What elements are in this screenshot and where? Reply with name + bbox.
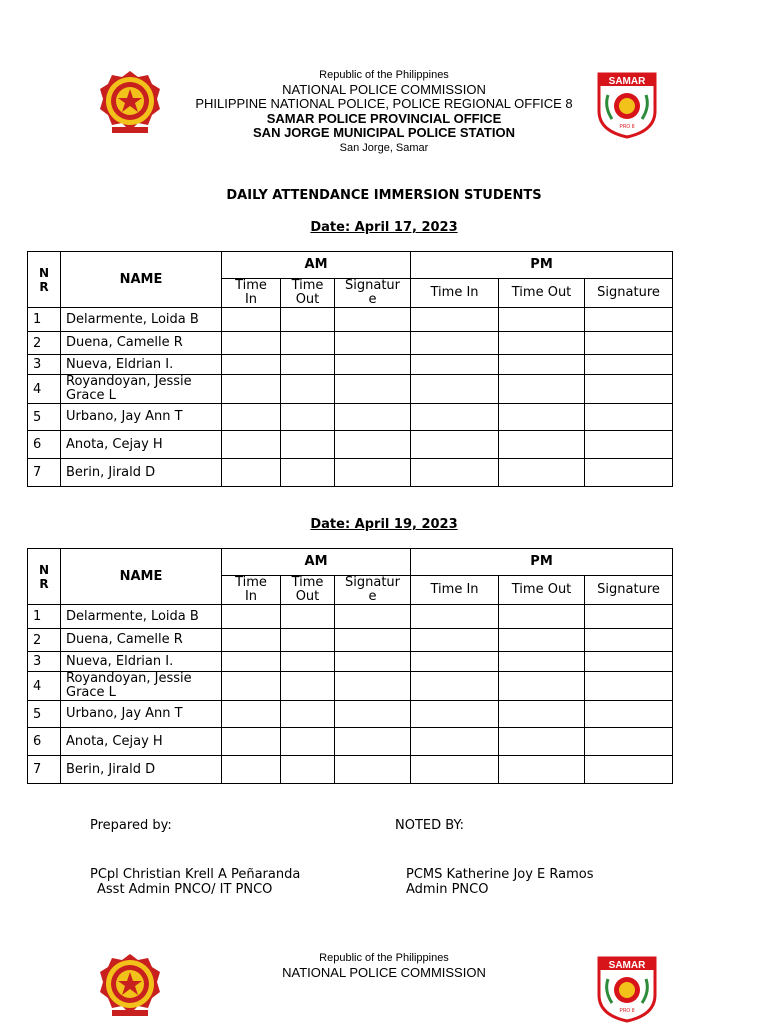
am-signature-header: Signatur e <box>335 576 411 605</box>
name-header: NAME <box>61 549 222 605</box>
am-signature-cell[interactable] <box>335 375 411 404</box>
prepared-by-name: PCpl Christian Krell A Peñaranda <box>90 867 301 882</box>
am-signature-cell[interactable] <box>335 605 411 629</box>
session-date: Date: April 17, 2023 <box>310 220 458 235</box>
row-number: 4 <box>28 672 61 701</box>
pm-time-in-cell[interactable] <box>411 756 499 784</box>
am-time-in-cell[interactable] <box>222 652 281 672</box>
am-time-out-cell[interactable] <box>281 605 335 629</box>
am-time-in-cell[interactable] <box>222 404 281 431</box>
pm-signature-cell[interactable] <box>585 431 673 459</box>
student-name: Urbano, Jay Ann T <box>61 404 222 431</box>
table-row <box>28 355 673 375</box>
pm-time-in-cell[interactable] <box>411 404 499 431</box>
pm-time-out-cell[interactable] <box>499 355 585 375</box>
am-time-out-header: Time Out <box>281 576 335 605</box>
table-row <box>28 701 673 728</box>
nr-header: N R <box>28 549 61 605</box>
am-time-out-cell[interactable] <box>281 375 335 404</box>
student-name: Nueva, Eldrian I. <box>61 652 222 672</box>
samar-logo-text: SAMAR <box>608 960 646 971</box>
row-number: 3 <box>28 355 61 375</box>
am-time-in-cell[interactable] <box>222 308 281 332</box>
am-time-in-cell[interactable] <box>222 431 281 459</box>
am-signature-cell[interactable] <box>335 756 411 784</box>
am-time-in-cell[interactable] <box>222 355 281 375</box>
provincial-office-line: SAMAR POLICE PROVINCIAL OFFICE <box>266 110 502 126</box>
pm-signature-cell[interactable] <box>585 629 673 652</box>
student-name: Duena, Camelle R <box>61 332 222 355</box>
student-name: Royandoyan, Jessie Grace L <box>61 672 222 701</box>
am-signature-cell[interactable] <box>335 459 411 487</box>
table-row <box>28 404 673 431</box>
row-number: 7 <box>28 459 61 487</box>
letterhead <box>150 68 618 155</box>
student-name: Delarmente, Loida B <box>61 605 222 629</box>
pm-time-out-cell[interactable] <box>499 652 585 672</box>
pm-time-in-cell[interactable] <box>411 459 499 487</box>
pm-time-in-cell[interactable] <box>411 605 499 629</box>
table-row <box>28 332 673 355</box>
pm-time-in-cell[interactable] <box>411 308 499 332</box>
am-time-in-header: Time In <box>222 576 281 605</box>
table-row <box>28 459 673 487</box>
pm-time-in-header: Time In <box>411 279 499 308</box>
napolcom-line: NATIONAL POLICE COMMISSION <box>282 964 486 980</box>
row-number: 2 <box>28 629 61 652</box>
am-signature-cell[interactable] <box>335 431 411 459</box>
student-name: Duena, Camelle R <box>61 629 222 652</box>
pm-signature-cell[interactable] <box>585 308 673 332</box>
pm-signature-cell[interactable] <box>585 672 673 701</box>
am-time-in-header: Time In <box>222 279 281 308</box>
row-number: 7 <box>28 756 61 784</box>
am-signature-header: Signatur e <box>335 279 411 308</box>
pm-time-out-cell[interactable] <box>499 672 585 701</box>
row-number: 1 <box>28 605 61 629</box>
am-time-out-cell[interactable] <box>281 652 335 672</box>
pm-signature-cell[interactable] <box>585 652 673 672</box>
pm-time-out-cell[interactable] <box>499 375 585 404</box>
am-header: AM <box>222 252 411 279</box>
am-time-in-cell[interactable] <box>222 459 281 487</box>
am-time-in-cell[interactable] <box>222 756 281 784</box>
am-time-out-cell[interactable] <box>281 701 335 728</box>
student-name: Nueva, Eldrian I. <box>61 355 222 375</box>
am-signature-cell[interactable] <box>335 672 411 701</box>
attendance-table <box>27 251 673 487</box>
samar-shield-logo <box>596 71 658 139</box>
pm-time-out-cell[interactable] <box>499 728 585 756</box>
republic-line: Republic of the Philippines <box>319 952 449 964</box>
am-time-out-cell[interactable] <box>281 332 335 355</box>
pm-time-in-cell[interactable] <box>411 629 499 652</box>
am-time-in-cell[interactable] <box>222 375 281 404</box>
samar-logo-text: SAMAR <box>608 76 646 87</box>
am-time-in-cell[interactable] <box>222 629 281 652</box>
samar-logo-subtext: PRO 8 <box>619 1008 635 1014</box>
am-time-out-cell[interactable] <box>281 728 335 756</box>
samar-logo-subtext: PRO 8 <box>619 124 635 130</box>
am-time-in-cell[interactable] <box>222 332 281 355</box>
pm-signature-cell[interactable] <box>585 701 673 728</box>
table-row <box>28 756 673 784</box>
pm-signature-cell[interactable] <box>585 605 673 629</box>
row-number: 6 <box>28 431 61 459</box>
row-number: 5 <box>28 404 61 431</box>
pm-time-out-cell[interactable] <box>499 459 585 487</box>
student-name: Anota, Cejay H <box>61 728 222 756</box>
row-number: 1 <box>28 308 61 332</box>
pm-time-in-cell[interactable] <box>411 728 499 756</box>
student-name: Berin, Jirald D <box>61 756 222 784</box>
student-name: Anota, Cejay H <box>61 431 222 459</box>
pm-signature-header: Signature <box>585 279 673 308</box>
am-signature-cell[interactable] <box>335 629 411 652</box>
am-time-out-cell[interactable] <box>281 308 335 332</box>
pm-time-in-cell[interactable] <box>411 672 499 701</box>
table-row <box>28 308 673 332</box>
pm-time-out-cell[interactable] <box>499 404 585 431</box>
pm-time-out-cell[interactable] <box>499 431 585 459</box>
noted-by-label: NOTED BY: <box>395 818 465 833</box>
pm-signature-cell[interactable] <box>585 756 673 784</box>
pm-time-in-cell[interactable] <box>411 355 499 375</box>
am-time-out-header: Time Out <box>281 279 335 308</box>
pm-signature-cell[interactable] <box>585 404 673 431</box>
pm-signature-cell[interactable] <box>585 355 673 375</box>
noted-by-position: Admin PNCO <box>406 882 489 897</box>
napolcom-line: NATIONAL POLICE COMMISSION <box>282 81 486 97</box>
pm-time-out-cell[interactable] <box>499 756 585 784</box>
pm-time-out-cell[interactable] <box>499 701 585 728</box>
am-time-in-cell[interactable] <box>222 728 281 756</box>
noted-by-name: PCMS Katherine Joy E Ramos <box>406 867 594 882</box>
am-time-out-cell[interactable] <box>281 459 335 487</box>
pm-time-out-header: Time Out <box>499 279 585 308</box>
letterhead-next-page <box>150 951 618 980</box>
pm-header: PM <box>411 549 673 576</box>
student-name: Delarmente, Loida B <box>61 308 222 332</box>
table-row <box>28 431 673 459</box>
student-name: Berin, Jirald D <box>61 459 222 487</box>
am-signature-cell[interactable] <box>335 355 411 375</box>
pm-time-in-header: Time In <box>411 576 499 605</box>
am-time-out-cell[interactable] <box>281 629 335 652</box>
am-header: AM <box>222 549 411 576</box>
pm-signature-cell[interactable] <box>585 728 673 756</box>
station-line: SAN JORGE MUNICIPAL POLICE STATION <box>253 125 515 140</box>
pm-time-out-cell[interactable] <box>499 629 585 652</box>
samar-shield-logo <box>596 955 658 1023</box>
am-signature-cell[interactable] <box>335 728 411 756</box>
attendance-table <box>27 548 673 784</box>
am-time-in-cell[interactable] <box>222 672 281 701</box>
pnp-region-line: PHILIPPINE NATIONAL POLICE, POLICE REGIONAL OFFICE 8 <box>195 96 573 111</box>
pm-time-in-cell[interactable] <box>411 375 499 404</box>
row-number: 3 <box>28 652 61 672</box>
table-row <box>28 629 673 652</box>
row-number: 4 <box>28 375 61 404</box>
pm-signature-cell[interactable] <box>585 375 673 404</box>
name-header: NAME <box>61 252 222 308</box>
student-name: Royandoyan, Jessie Grace L <box>61 375 222 404</box>
table-row <box>28 672 673 701</box>
table-row <box>28 375 673 404</box>
pm-time-in-cell[interactable] <box>411 431 499 459</box>
am-signature-cell[interactable] <box>335 308 411 332</box>
row-number: 6 <box>28 728 61 756</box>
am-time-out-cell[interactable] <box>281 431 335 459</box>
pm-time-in-cell[interactable] <box>411 332 499 355</box>
table-row <box>28 652 673 672</box>
am-time-out-cell[interactable] <box>281 355 335 375</box>
location-line: San Jorge, Samar <box>339 141 429 154</box>
am-signature-cell[interactable] <box>335 701 411 728</box>
pm-time-out-cell[interactable] <box>499 332 585 355</box>
am-time-in-cell[interactable] <box>222 701 281 728</box>
table-row <box>28 728 673 756</box>
pm-time-out-header: Time Out <box>499 576 585 605</box>
pm-signature-cell[interactable] <box>585 459 673 487</box>
am-time-in-cell[interactable] <box>222 605 281 629</box>
pm-signature-cell[interactable] <box>585 332 673 355</box>
student-name: Urbano, Jay Ann T <box>61 701 222 728</box>
pm-time-in-cell[interactable] <box>411 701 499 728</box>
session-date: Date: April 19, 2023 <box>310 517 458 532</box>
prepared-by-position: Asst Admin PNCO/ IT PNCO <box>97 882 273 897</box>
am-signature-cell[interactable] <box>335 404 411 431</box>
pm-time-out-cell[interactable] <box>499 308 585 332</box>
pm-time-in-cell[interactable] <box>411 652 499 672</box>
am-signature-cell[interactable] <box>335 652 411 672</box>
pm-signature-header: Signature <box>585 576 673 605</box>
nr-header: N R <box>28 252 61 308</box>
republic-line: Republic of the Philippines <box>319 69 449 81</box>
am-time-out-cell[interactable] <box>281 756 335 784</box>
am-time-out-cell[interactable] <box>281 672 335 701</box>
table-row <box>28 605 673 629</box>
pm-header: PM <box>411 252 673 279</box>
document-title: DAILY ATTENDANCE IMMERSION STUDENTS <box>226 188 542 203</box>
row-number: 2 <box>28 332 61 355</box>
pm-time-out-cell[interactable] <box>499 605 585 629</box>
row-number: 5 <box>28 701 61 728</box>
am-time-out-cell[interactable] <box>281 404 335 431</box>
prepared-by-label: Prepared by: <box>90 818 172 833</box>
am-signature-cell[interactable] <box>335 332 411 355</box>
